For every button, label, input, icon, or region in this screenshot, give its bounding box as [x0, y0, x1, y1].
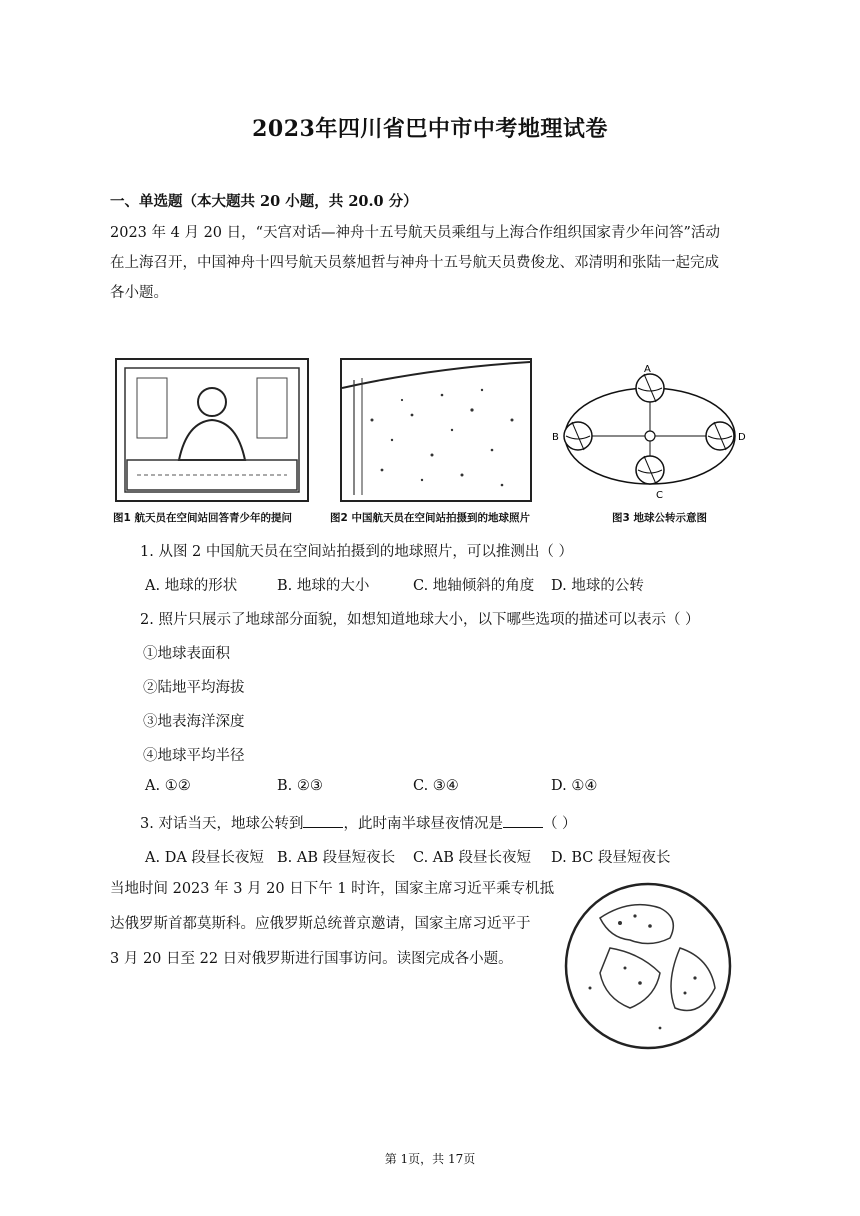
intro-paragraph-1	[110, 218, 720, 308]
figure-1-caption: 图1 航天员在空间站回答青少年的提问	[113, 512, 292, 524]
q2-item-1: ①地球表面积	[143, 646, 230, 662]
figure-1-astronaut-photo	[115, 358, 309, 502]
intro-line: 2023 年 4 月 20 日，“天宫对话—神舟十五号航天员乘组与上海合作组织国家青少年问答”活动	[110, 225, 720, 241]
figure-2-caption: 图2 中国航天员在空间站拍摄到的地球照片	[330, 512, 530, 524]
question-3-stem	[140, 812, 577, 833]
question-1-stem: 1. 从图 2 中国航天员在空间站拍摄到的地球照片，可以推测出（ ）	[140, 544, 573, 560]
q1-option-d: D. 地球的公转	[551, 578, 644, 594]
intro-line: 各小题。	[110, 285, 168, 301]
q3-blank-2	[503, 815, 543, 828]
q1-option-c: C. 地轴倾斜的角度	[413, 578, 535, 594]
figure-3-orbit-diagram	[548, 358, 748, 508]
q3-stem-part-c: （ ）	[542, 816, 577, 832]
sun-icon	[645, 431, 655, 441]
intro-line: 达俄罗斯首都莫斯科。应俄罗斯总统普京邀请，国家主席习近平于	[110, 916, 531, 932]
q3-option-c: C. AB 段昼长夜短	[413, 850, 532, 866]
intro-line: 3 月 20 日至 22 日对俄罗斯进行国事访问。读图完成各小题。	[110, 951, 513, 967]
orbit-label-c: C	[656, 490, 663, 501]
q3-option-a: A. DA 段昼长夜短	[145, 850, 264, 866]
figure-2-earth-photo	[340, 358, 532, 502]
q2-item-3: ③地表海洋深度	[143, 714, 245, 730]
intro-line: 在上海召开，中国神舟十四号航天员蔡旭哲与神舟十五号航天员费俊龙、邓清明和张陆一起完成	[110, 255, 719, 271]
intro-paragraph-2	[110, 872, 554, 977]
globe-illustration	[560, 878, 736, 1054]
globe-figure	[560, 878, 736, 1054]
q2-item-4: ④地球平均半径	[143, 748, 245, 764]
q1-option-a: A. 地球的形状	[145, 578, 238, 594]
figure-3-caption: 图3 地球公转示意图	[612, 512, 707, 524]
q2-item-2: ②陆地平均海拔	[143, 680, 245, 696]
q2-option-a: A. ①②	[145, 778, 191, 794]
intro-line: 当地时间 2023 年 3 月 20 日下午 1 时许，国家主席习近平乘专机抵	[110, 881, 555, 897]
q2-option-d: D. ①④	[551, 778, 598, 794]
orbit-label-d: D	[738, 432, 746, 443]
q3-stem-part-a: 3. 对话当天，地球公转到	[140, 816, 304, 832]
q3-stem-part-b: ，此时南半球昼夜情况是	[343, 816, 503, 832]
earth-surface-illustration	[342, 360, 530, 500]
earth-revolution-diagram	[548, 358, 748, 508]
orbit-label-a: A	[644, 364, 651, 375]
question-2-stem: 2. 照片只展示了地球部分面貌，如想知道地球大小，以下哪些选项的描述可以表示（ ）	[140, 612, 700, 628]
q3-option-d: D. BC 段昼短夜长	[551, 850, 671, 866]
q3-option-b: B. AB 段昼短夜长	[277, 850, 396, 866]
section-heading: 一、单选题（本大题共 20 小题，共 20.0 分）	[110, 193, 418, 210]
orbit-label-b: B	[552, 432, 559, 443]
q2-option-c: C. ③④	[413, 778, 459, 794]
page-title: 2023年四川省巴中市中考地理试卷	[252, 116, 608, 142]
q1-option-b: B. 地球的大小	[277, 578, 370, 594]
page-footer: 第 1页，共 17页	[384, 1152, 476, 1166]
q3-blank-1	[303, 815, 343, 828]
astronaut-illustration	[117, 360, 307, 500]
q2-option-b: B. ②③	[277, 778, 323, 794]
